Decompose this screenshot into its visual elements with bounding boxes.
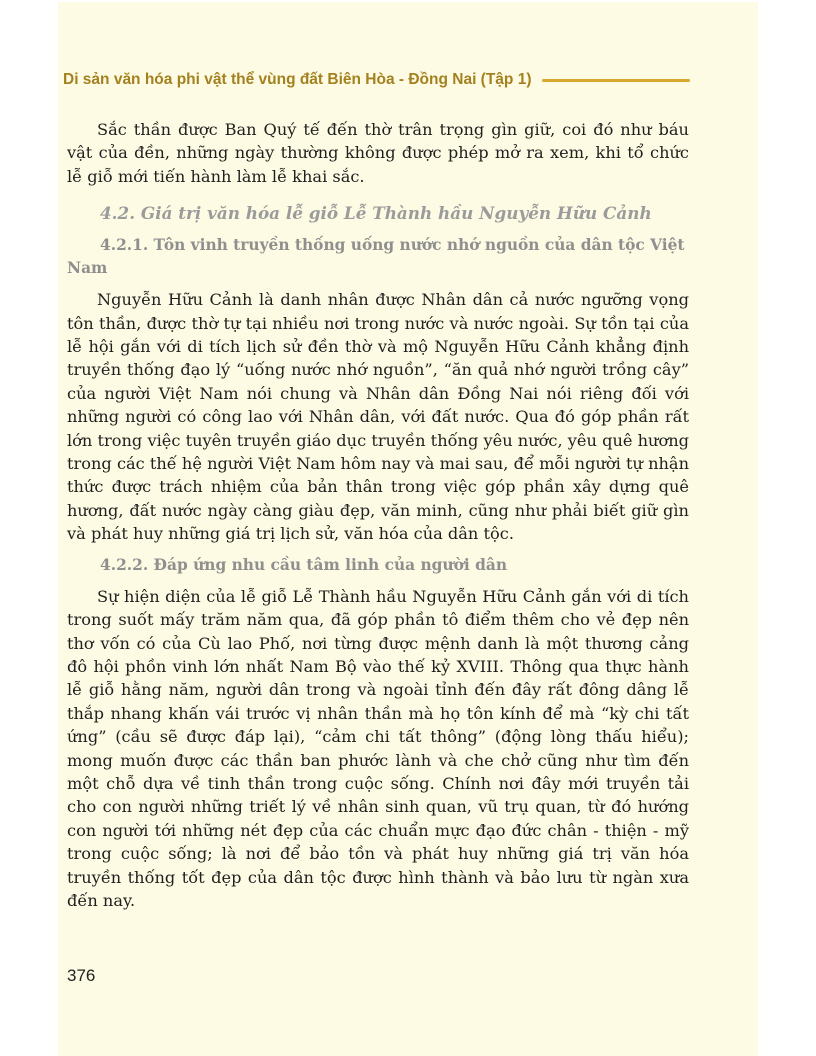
subsection-2-heading: 4.2.2. Đáp ứng nhu cầu tâm linh của người dân <box>100 555 508 574</box>
header-rule <box>542 79 691 82</box>
section-heading: 4.2. Giá trị văn hóa lễ giỗ Lễ Thành hầu Nguyễn Hữu Cảnh <box>100 203 652 224</box>
intro-paragraph: Sắc thần được Ban Quý tế đến thờ trân trọng gìn giữ, coi đó như báu vật của đền, những ngày thường không được phép mở ra xem, khi tổ chức lễ giỗ mới tiến hành làm lễ khai sắc. <box>67 120 689 186</box>
subsection-1-heading: 4.2.1. Tôn vinh truyền thống uống nước nhớ nguồn của dân tộc Việt Nam <box>67 236 685 278</box>
running-header <box>63 68 690 92</box>
page-number: 376 <box>67 966 96 985</box>
subsection-1-paragraph: Nguyễn Hữu Cảnh là danh nhân được Nhân dân cả nước ngưỡng vọng tôn thần, được thờ tự tại nhiều nơi trong nước và nước ngoài. Sự tồn tại của lễ hội gắn với di tích lịch sử đền thờ và mộ Nguyễn Hữu Cảnh khẳng định truyền thống đạo lý “uống nước nhớ nguồn”, “ăn quả nhớ người trồng cây” của người Việt Nam nói chung và Nhân dân Đồng Nai nói riêng đối với những người có công lao với Nhân dân, với đất nước. Qua đó góp phần rất lớn trong việc tuyên truyền giáo dục truyền thống yêu nước, yêu quê hương trong các thế hệ người Việt Nam hôm nay và mai sau, để mỗi người tự nhận thức được trách nhiệm của bản thân trong việc góp phần xây dựng quê hương, đất nước ngày càng giàu đẹp, văn minh, cũng như phải biết giữ gìn và phát huy những giá trị lịch sử, văn hóa của dân tộc. <box>67 290 689 544</box>
running-header-title: Di sản văn hóa phi vật thể vùng đất Biên Hòa - Đồng Nai (Tập 1) <box>63 71 532 88</box>
subsection-2-paragraph: Sự hiện diện của lễ giỗ Lễ Thành hầu Nguyễn Hữu Cảnh gắn với di tích trong suốt mấy trăm năm qua, đã góp phần tô điểm thêm cho vẻ đẹp nên thơ vốn có của Cù lao Phố, nơi từng được mệnh danh là một thương cảng đô hội phồn vinh lớn nhất Nam Bộ vào thế kỷ XVIII. Thông qua thực hành lễ giỗ hằng năm, người dân trong và ngoài tỉnh đến đây rất đông dâng lễ thắp nhang khấn vái trước vị nhân thần mà họ tôn kính để mà “kỳ chi tất ứng” (cầu sẽ được đáp lại), “cảm chi tất thông” (động lòng thấu hiểu); mong muốn được các thần ban phước lành và che chở cũng như tìm đến một chỗ dựa về tinh thần trong cuộc sống. Chính nơi đây mới truyền tải cho con người những triết lý về nhân sinh quan, vũ trụ quan, từ đó hướng con người tới những nét đẹp của các chuẩn mực đạo đức chân - thiện - mỹ trong cuộc sống; là nơi để bảo tồn và phát huy những giá trị văn hóa truyền thống tốt đẹp của dân tộc được hình thành và bảo lưu từ ngàn xưa đến nay. <box>67 586 689 910</box>
page-body <box>67 118 689 912</box>
spacer <box>67 546 689 554</box>
